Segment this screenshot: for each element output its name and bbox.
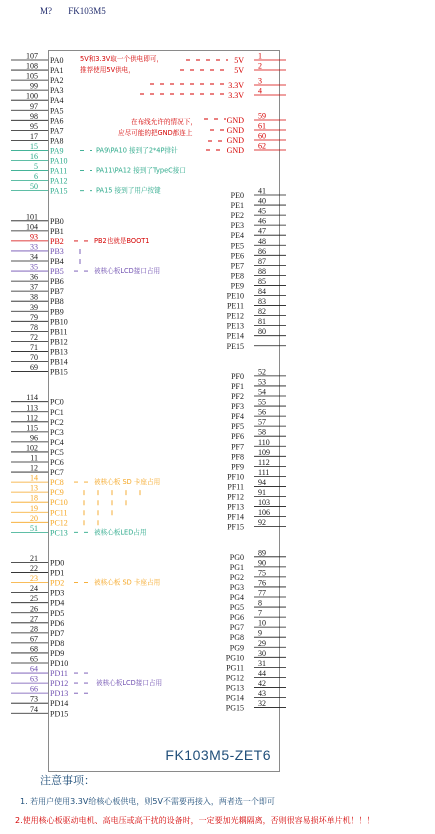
note-item-2: 2.使用核心板驱动电机、高电压或高干扰的设备时，一定要加光耦隔离，否则很容易损坏单片机！！！: [15, 816, 375, 825]
power-note-line1: 5V和3.3V取一个供电即可，: [80, 55, 164, 63]
power-pin-number: 61: [258, 121, 266, 131]
pin-name: PA9: [50, 146, 64, 156]
pin-number: 71: [30, 342, 38, 352]
pin-number: 108: [26, 61, 38, 71]
pin-name: PD1: [50, 568, 65, 578]
pin-name: PB4: [50, 257, 64, 266]
pin-number: 82: [258, 307, 266, 317]
chip-title: FK103M5-ZET6: [165, 747, 271, 763]
pin-number: 44: [258, 668, 266, 678]
pin-name: PD12: [50, 679, 69, 689]
pin-name: PF12: [227, 492, 244, 502]
pin-name: PC3: [50, 427, 64, 437]
pin-number: 70: [30, 353, 38, 362]
pin-number: 87: [258, 256, 266, 266]
pin-name: PG0: [229, 552, 244, 562]
pin-name: PC1: [50, 407, 64, 417]
pin-number: 42: [258, 678, 266, 688]
power-pin-number: 2: [258, 61, 262, 71]
pin-name: PC6: [50, 458, 64, 467]
pin-number: 76: [258, 578, 266, 588]
pin-name: PE13: [226, 321, 244, 331]
pin-name: PE0: [230, 191, 244, 200]
pin-number: 58: [258, 427, 266, 437]
pin-name: PG10: [225, 653, 244, 663]
pin-name: PD5: [50, 608, 65, 618]
power-pin-name: GND: [226, 126, 244, 135]
pin-name: PA0: [50, 56, 64, 65]
pin-number: 13: [30, 483, 38, 493]
pin-name: PG14: [225, 693, 244, 703]
pin-name: PE15: [226, 341, 244, 351]
pin-name: PF7: [231, 442, 244, 452]
pin-name: PC12: [50, 518, 68, 528]
pin-name: PG15: [225, 703, 244, 713]
power-pin-number: 4: [258, 86, 262, 96]
pin-number: 16: [30, 152, 38, 161]
pin-number: 77: [258, 588, 266, 598]
pin-name: PB7: [50, 287, 64, 297]
pin-number: 109: [258, 447, 270, 457]
pin-number: 83: [258, 297, 266, 307]
pin-name: PA4: [50, 96, 64, 106]
pin-name: PF4: [231, 412, 244, 422]
component-part: FK103M5: [68, 6, 106, 16]
power-pin-name: 5V: [234, 66, 244, 75]
pin-number: 78: [30, 322, 38, 332]
pin-number: 86: [258, 246, 266, 256]
pin-name: PF10: [227, 472, 244, 482]
annotation-pa9: PA9\PA10 接到了2*4P排针: [96, 146, 178, 155]
annotation-pc-sd: 被核心板 SD 卡座占用: [94, 478, 161, 487]
gnd-note-line1: 在布线允许的情况下，: [131, 118, 197, 126]
pin-number: 52: [258, 367, 266, 377]
pin-name: PE1: [230, 201, 244, 211]
annotation-pb-lcd: 被核心板LCD接口占用: [94, 267, 161, 276]
pin-name: PE10: [226, 291, 244, 301]
pin-name: PB1: [50, 226, 64, 236]
pin-number: 74: [30, 704, 38, 714]
pin-name: PF11: [227, 482, 244, 492]
annotation-pd2: 被核心板 SD 卡座占用: [94, 578, 161, 587]
pin-name: PG9: [229, 643, 244, 653]
pin-number: 30: [258, 648, 266, 658]
pin-name: PF13: [227, 502, 244, 512]
pin-name: PD4: [50, 598, 65, 608]
pin-name: PB9: [50, 307, 64, 317]
pin-number: 104: [26, 222, 38, 232]
pin-name: PG6: [229, 613, 244, 623]
pin-number: 50: [30, 182, 38, 192]
pin-name: PA6: [50, 116, 64, 126]
pin-number: 37: [30, 282, 38, 292]
component-ref: M?: [40, 6, 52, 16]
pin-number: 96: [30, 433, 38, 443]
pin-name: PG12: [225, 673, 244, 683]
pin-name: PC4: [50, 437, 64, 447]
pin-name: PE2: [230, 211, 244, 221]
pin-number: 56: [258, 407, 266, 417]
pin-number: 63: [30, 674, 38, 684]
pin-number: 106: [258, 508, 270, 518]
pin-name: PD6: [50, 618, 65, 628]
pin-name: PB3: [50, 246, 64, 256]
pin-name: PE5: [230, 241, 244, 251]
pin-number: 88: [258, 266, 266, 276]
pin-name: PF5: [231, 422, 244, 432]
pin-name: PG11: [226, 663, 244, 673]
annotation-pd-lcd: 被核心板LCD接口占用: [96, 679, 163, 688]
power-pin-name: 5V: [234, 56, 244, 65]
pin-number: 26: [30, 604, 38, 614]
pin-number: 107: [26, 51, 38, 61]
pin-number: 34: [30, 252, 38, 262]
pin-number: 111: [258, 467, 270, 477]
pin-number: 5: [34, 162, 38, 172]
pin-number: 90: [258, 558, 266, 568]
pin-name: PC5: [50, 447, 64, 457]
pin-name: PD3: [50, 588, 65, 598]
pin-name: PA1: [50, 66, 64, 76]
pin-name: PB6: [50, 277, 64, 287]
pin-number: 68: [30, 644, 38, 654]
pin-number: 22: [30, 564, 38, 574]
pin-number: 100: [26, 91, 38, 101]
pin-name: PD2: [50, 578, 65, 588]
pin-number: 51: [30, 523, 38, 533]
pin-number: 95: [30, 121, 38, 131]
power-note-line2: 推荐使用5V供电，: [80, 66, 135, 74]
pin-name: PA3: [50, 86, 64, 96]
pin-name: PB5: [50, 267, 64, 277]
pin-number: 81: [258, 317, 266, 327]
pin-number: 39: [30, 302, 38, 312]
pin-number: 65: [30, 654, 38, 664]
pin-number: 91: [258, 488, 266, 497]
pin-name: PE7: [230, 261, 244, 271]
annotation-pa15: PA15 接到了用户按键: [96, 186, 161, 195]
pin-number: 41: [258, 186, 266, 196]
power-pin-number: 3: [258, 76, 262, 86]
annotation-pc13: 被核心板LED占用: [94, 528, 147, 537]
pin-name: PC11: [50, 508, 68, 518]
pin-name: PE6: [230, 251, 244, 261]
pin-number: 53: [258, 377, 266, 387]
pin-name: PC7: [50, 468, 64, 478]
pin-name: PF0: [231, 371, 244, 381]
power-pin-number: 62: [258, 141, 266, 151]
note-item-1: 1. 若用户使用3.3V给核心板供电，则5V不需要再接入，两者选一个即可: [20, 797, 275, 806]
pin-name: PA2: [50, 76, 64, 86]
pin-name: PD9: [50, 648, 65, 658]
pin-name: PG13: [225, 683, 244, 693]
pin-number: 47: [258, 226, 266, 236]
pin-name: PD15: [50, 709, 69, 719]
pin-number: 92: [258, 518, 266, 528]
power-pin-name: 3.3V: [228, 81, 244, 90]
pin-number: 64: [30, 664, 38, 674]
pin-name: PD8: [50, 638, 65, 648]
pin-name: PA15: [50, 186, 68, 196]
pin-number: 25: [30, 594, 38, 604]
pin-name: PC2: [50, 417, 64, 427]
pin-number: 38: [30, 292, 38, 302]
pin-name: PA8: [50, 136, 64, 146]
pin-number: 72: [30, 332, 38, 342]
pin-name: PC8: [50, 478, 64, 488]
pin-number: 9: [258, 628, 262, 638]
pin-name: PF2: [231, 392, 244, 401]
pin-number: 43: [258, 689, 266, 698]
pin-number: 112: [26, 413, 38, 423]
pin-number: 11: [30, 453, 38, 463]
pin-name: PC0: [50, 397, 64, 407]
pin-number: 21: [30, 554, 38, 563]
pin-number: 17: [30, 131, 38, 141]
pin-name: PE4: [230, 231, 244, 241]
pin-number: 35: [30, 262, 38, 272]
pin-name: PB11: [50, 327, 68, 337]
pin-name: PE12: [226, 311, 244, 321]
pin-number: 79: [30, 312, 38, 322]
pin-name: PG2: [229, 572, 244, 582]
pin-name: PG8: [229, 633, 244, 643]
pin-name: PA12: [50, 176, 68, 186]
pin-name: PE11: [226, 301, 244, 311]
pin-name: PB15: [50, 367, 68, 377]
pin-number: 85: [258, 276, 266, 286]
pin-name: PC10: [50, 498, 68, 508]
pin-name: PG3: [229, 582, 244, 592]
pin-number: 48: [258, 236, 266, 246]
pin-number: 57: [258, 417, 266, 427]
annotation-pa11: PA11\PA12 接到了TypeC接口: [96, 166, 186, 175]
pin-number: 73: [30, 694, 38, 704]
pin-name: PC13: [50, 528, 68, 538]
pin-number: 69: [30, 363, 38, 373]
pin-number: 101: [26, 212, 38, 222]
pin-name: PB2: [50, 236, 64, 246]
pin-number: 93: [30, 232, 38, 242]
pin-name: PD10: [50, 659, 69, 668]
pin-name: PD0: [50, 558, 65, 568]
pin-name: PD11: [50, 669, 68, 679]
pin-number: 27: [30, 614, 38, 624]
pin-number: 54: [258, 387, 266, 397]
pin-number: 19: [30, 503, 38, 513]
pin-number: 28: [30, 624, 38, 634]
pin-name: PD13: [50, 689, 69, 699]
pin-number: 84: [258, 287, 266, 296]
pin-number: 45: [258, 206, 266, 216]
pin-number: 40: [258, 196, 266, 206]
pin-name: PA7: [50, 126, 64, 136]
pin-name: PG1: [229, 562, 244, 572]
pin-number: 75: [258, 568, 266, 578]
pin-number: 105: [26, 71, 38, 81]
pin-name: PG7: [229, 623, 244, 633]
pin-number: 18: [30, 493, 38, 503]
pin-number: 7: [258, 608, 262, 618]
pin-name: PD14: [50, 699, 69, 709]
pin-number: 98: [30, 111, 38, 121]
pin-number: 24: [30, 584, 38, 594]
power-pin-name: 3.3V: [228, 91, 244, 100]
pin-name: PE3: [230, 221, 244, 231]
power-pin-number: 60: [258, 131, 266, 141]
pin-number: 32: [258, 699, 266, 709]
pin-name: PE8: [230, 271, 244, 281]
pin-number: 110: [258, 437, 270, 447]
pin-number: 94: [258, 477, 266, 487]
pin-number: 10: [258, 618, 266, 628]
pin-number: 102: [26, 443, 38, 453]
power-pin-number: 1: [258, 51, 262, 61]
pin-number: 80: [258, 327, 266, 337]
pin-number: 12: [30, 463, 38, 473]
pin-number: 29: [258, 638, 266, 648]
pin-number: 67: [30, 634, 38, 644]
pin-name: PD7: [50, 628, 65, 638]
pin-name: PB13: [50, 347, 68, 357]
annotation-pb2: PB2也就是BOOT1: [94, 236, 150, 245]
pin-name: PA11: [50, 166, 68, 176]
power-pin-name: GND: [226, 146, 244, 155]
notes-heading: 注意事项：: [40, 774, 95, 787]
pin-number: 112: [258, 457, 270, 467]
pin-number: 33: [30, 242, 38, 252]
gnd-note-line2: 应尽可能的把GND都连上: [118, 129, 193, 137]
pin-name: PG4: [229, 593, 244, 602]
pin-number: 15: [30, 141, 38, 151]
pin-name: PF15: [227, 522, 244, 532]
pin-name: PB14: [50, 357, 68, 367]
pin-name: PF1: [231, 381, 244, 391]
pin-name: PG5: [229, 603, 244, 613]
pin-name: PB8: [50, 297, 64, 307]
pin-number: 8: [258, 598, 262, 608]
pin-number: 46: [258, 216, 266, 226]
pin-number: 6: [34, 172, 38, 182]
pin-name: PB12: [50, 337, 68, 347]
power-pin-name: GND: [226, 116, 244, 125]
pin-number: 97: [30, 101, 38, 111]
pin-number: 115: [26, 423, 38, 433]
pin-name: PA5: [50, 106, 64, 116]
pin-number: 20: [30, 513, 38, 523]
power-pin-number: 59: [258, 111, 266, 121]
pin-number: 14: [30, 473, 38, 483]
pin-name: PF3: [231, 402, 244, 412]
pin-number: 23: [30, 574, 38, 584]
pin-name: PE9: [230, 281, 244, 291]
pin-number: 89: [258, 548, 266, 558]
pin-name: PF6: [231, 432, 244, 442]
pin-number: 99: [30, 81, 38, 91]
power-pin-name: GND: [226, 136, 244, 145]
pin-name: PA10: [50, 156, 68, 166]
pin-number: 55: [258, 397, 266, 407]
pin-number: 36: [30, 272, 38, 282]
pin-number: 113: [26, 403, 38, 413]
pin-number: 31: [258, 658, 266, 668]
pin-name: PB0: [50, 216, 64, 226]
pin-name: PF9: [231, 462, 244, 472]
pin-number: 66: [30, 684, 38, 694]
pin-name: PF8: [231, 452, 244, 462]
pin-name: PB10: [50, 317, 68, 327]
pin-number: 103: [258, 498, 270, 508]
pin-name: PC9: [50, 488, 64, 498]
pin-name: PF14: [227, 512, 244, 522]
pin-name: PE14: [226, 331, 244, 341]
pin-number: 114: [26, 393, 38, 403]
